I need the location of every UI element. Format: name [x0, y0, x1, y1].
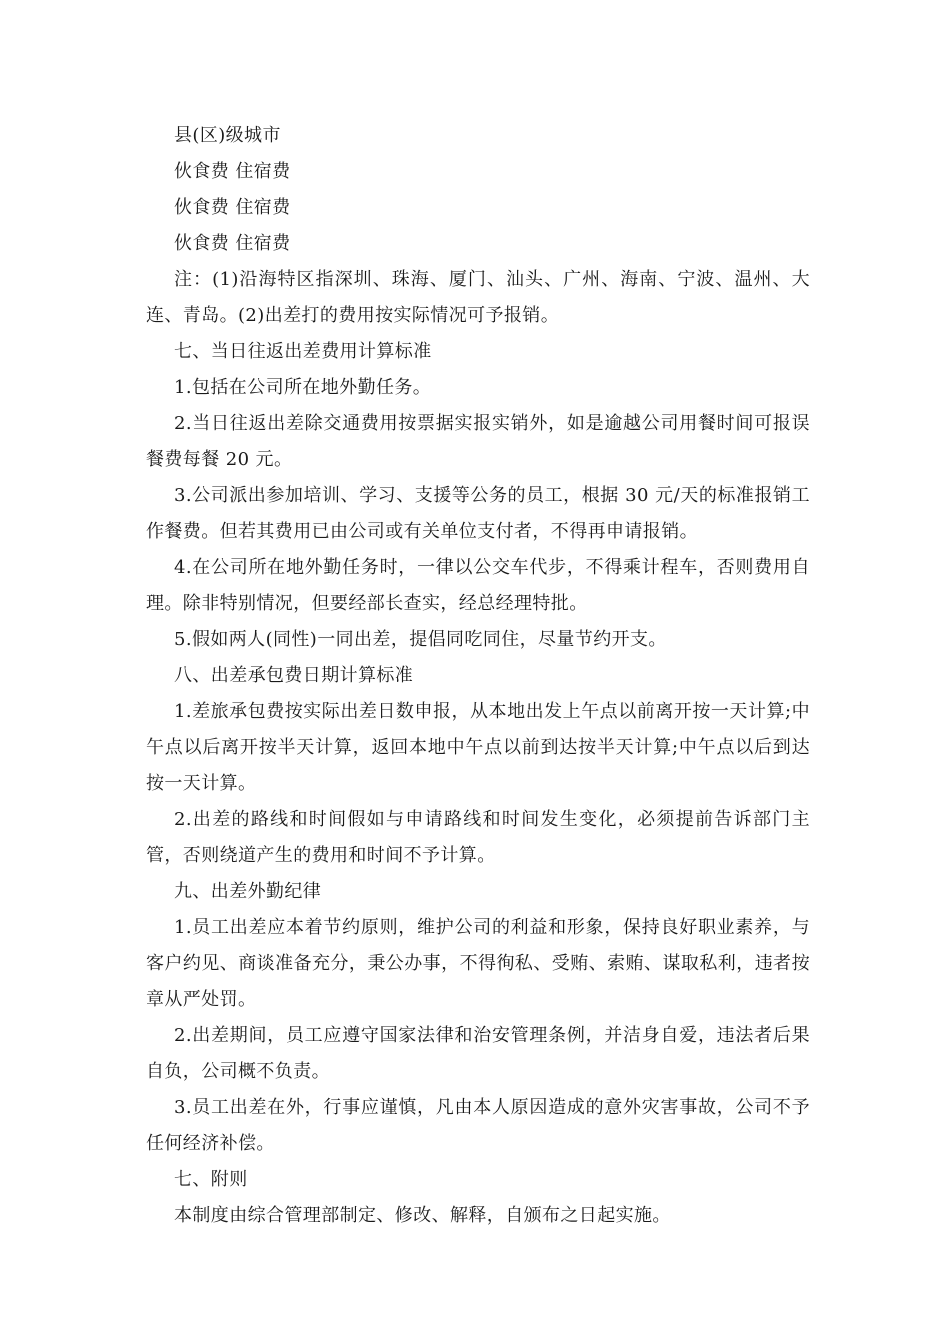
section-heading-same-day-trip: 七、当日往返出差费用计算标准: [174, 341, 432, 362]
paragraph-fees-1: 伙食费 住宿费: [174, 161, 291, 182]
paragraph-item: 4.在公司所在地外勤任务时，一律以公交车代步，不得乘计程车，否则费用自理。除非特别情况，但要经部长查实，经总经理特批。: [146, 557, 810, 614]
paragraph-item: 2.出差的路线和时间假如与申请路线和时间发生变化，必须提前告诉部门主管，否则绕道产生的费用和时间不予计算。: [146, 809, 810, 866]
section-heading-discipline: 九、出差外勤纪律: [174, 881, 322, 902]
paragraph-county-city: 县(区)级城市: [174, 125, 281, 146]
paragraph-fees-2: 伙食费 住宿费: [174, 197, 291, 218]
section-heading-supplementary: 七、附则: [174, 1169, 248, 1190]
paragraph-item: 1.员工出差应本着节约原则，维护公司的利益和形象，保持良好职业素养，与客户约见、商谈准备充分，秉公办事，不得徇私、受贿、索贿、谋取私利，违者按章从严处罚。: [146, 917, 810, 1010]
paragraph-note: 注：(1)沿海特区指深圳、珠海、厦门、汕头、广州、海南、宁波、温州、大连、青岛。(2)出差打的费用按实际情况可予报销。: [146, 269, 810, 326]
paragraph-item: 5.假如两人(同性)一同出差，提倡同吃同住，尽量节约开支。: [174, 629, 667, 650]
section-heading-allowance-days: 八、出差承包费日期计算标准: [174, 665, 414, 686]
paragraph-item: 1.差旅承包费按实际出差日数申报，从本地出发上午点以前离开按一天计算;中午点以后离开按半天计算，返回本地中午点以前到达按半天计算;中午点以后到达按一天计算。: [146, 701, 810, 794]
paragraph-item: 2.当日往返出差除交通费用按票据实报实销外，如是逾越公司用餐时间可报误餐费每餐 20 元。: [146, 413, 810, 470]
paragraph-item: 3.公司派出参加培训、学习、支援等公务的员工，根据 30 元/天的标准报销工作餐费。但若其费用已由公司或有关单位支付者，不得再申请报销。: [146, 485, 810, 542]
paragraph-final: 本制度由综合管理部制定、修改、解释，自颁布之日起实施。: [174, 1205, 671, 1226]
document-body: [146, 118, 810, 1234]
paragraph-fees-3: 伙食费 住宿费: [174, 233, 291, 254]
paragraph-item: 2.出差期间，员工应遵守国家法律和治安管理条例，并洁身自爱，违法者后果自负，公司概不负责。: [146, 1025, 810, 1082]
paragraph-item: 1.包括在公司所在地外勤任务。: [174, 377, 432, 398]
paragraph-item: 3.员工出差在外，行事应谨慎，凡由本人原因造成的意外灾害事故，公司不予任何经济补偿。: [146, 1097, 810, 1154]
